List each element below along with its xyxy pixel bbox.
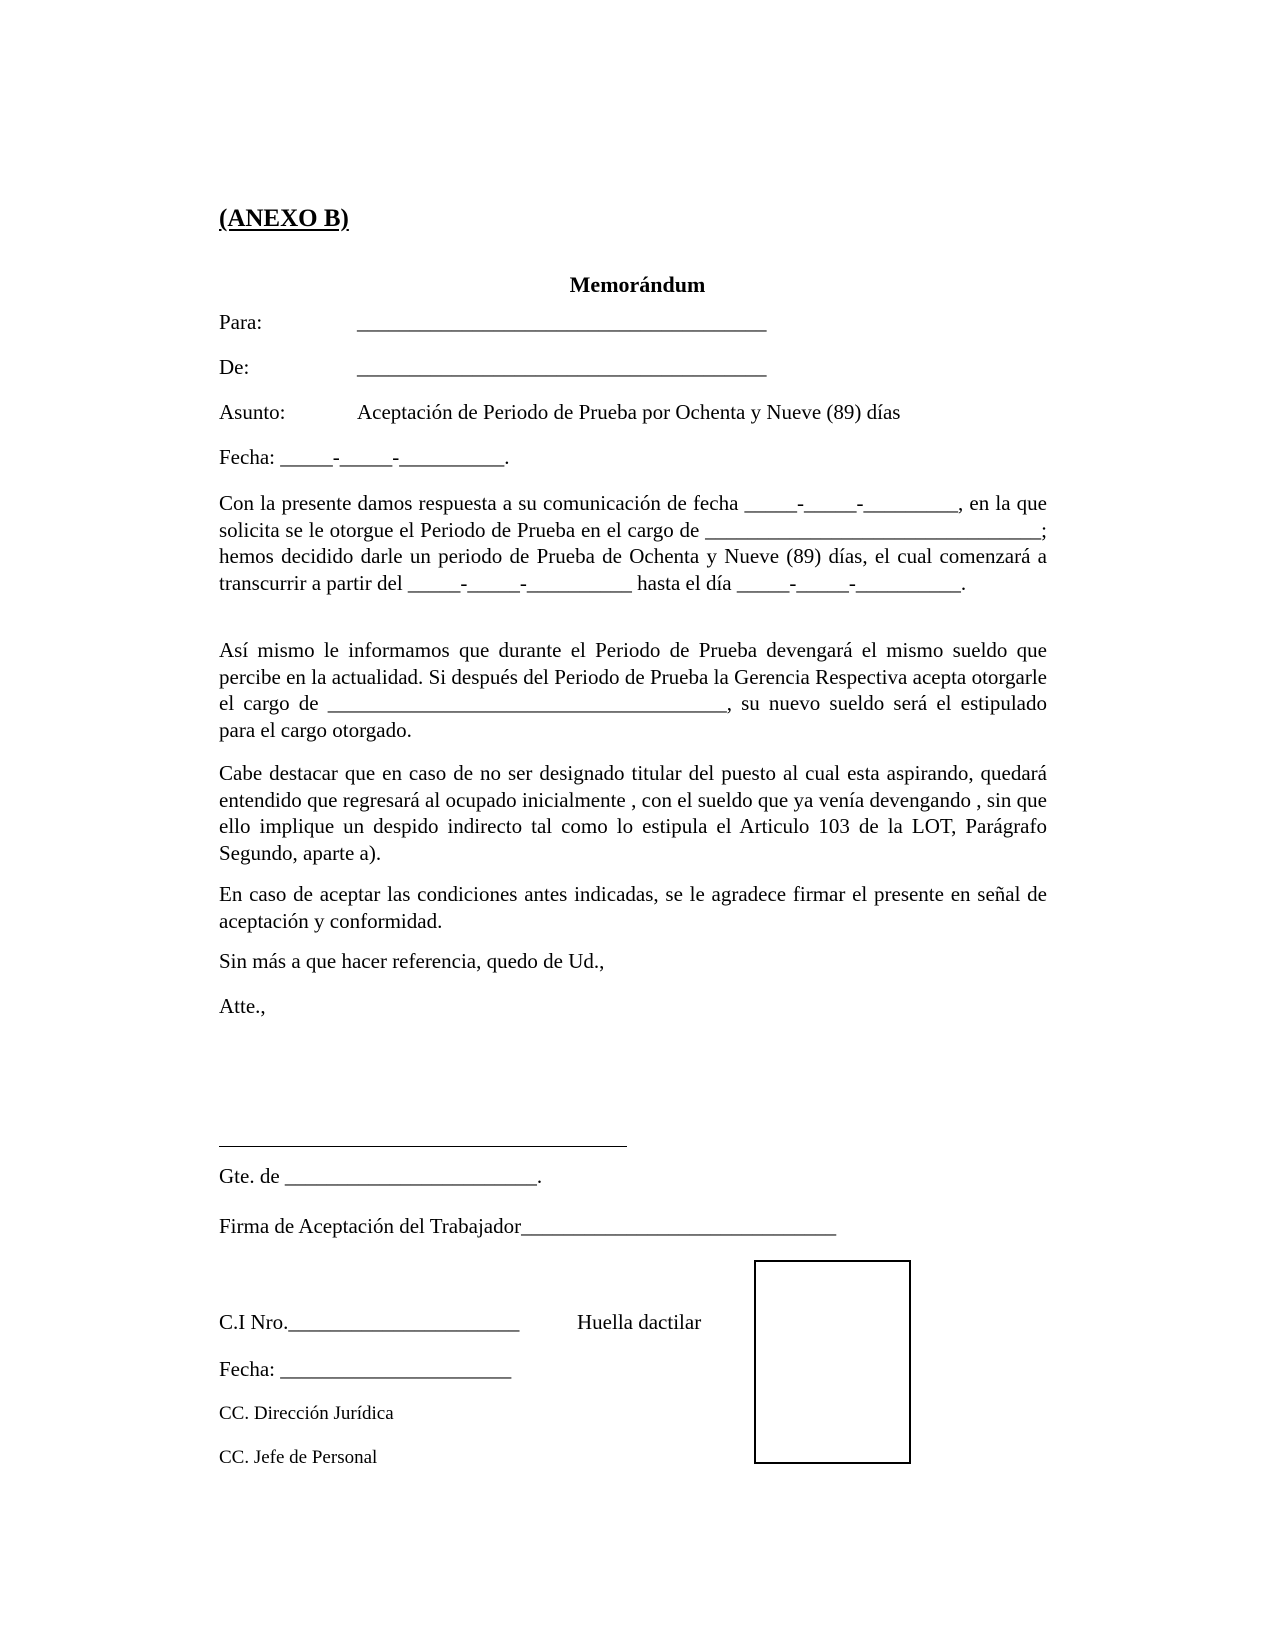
cc-jefe-personal: CC. Jefe de Personal <box>219 1447 378 1468</box>
memo-title: Memorándum <box>569 272 706 297</box>
annex-title: (ANEXO B) <box>219 205 349 232</box>
worker-signature-line: Firma de Aceptación del Trabajador______________________________ <box>219 1214 837 1238</box>
fingerprint-label: Huella dactilar <box>577 1310 702 1334</box>
ci-line: C.I Nro.______________________ <box>219 1310 520 1334</box>
body-paragraph-1: Con la presente damos respuesta a su comunicación de fecha _____-_____-_________, en la que solicita se le otorgue el Periodo de Prueba en el cargo de ________________________________; hemos decidido darle un periodo de Prueba de Ochenta y Nueve (89) días, el cual comenzará a transcurrir a partir del _____-_____-__________ hasta el día _____-_____-__________. <box>219 491 1047 595</box>
asunto-value: Aceptación de Periodo de Prueba por Ochenta y Nueve (89) días <box>357 400 901 424</box>
body-paragraph-2: Así mismo le informamos que durante el Periodo de Prueba devengará el mismo sueldo que percibe en la actualidad. Si después del Periodo de Prueba la Gerencia Respectiva acepta otorgarle el cargo de ______________________________________, su nuevo sueldo será el estipulado para el cargo otorgado. <box>219 638 1047 742</box>
fecha-line: Fecha: _____-_____-__________. <box>219 445 510 469</box>
closing-line: Sin más a que hacer referencia, quedo de Ud., <box>219 949 605 973</box>
manager-signature-line <box>219 1146 627 1147</box>
body-paragraph-4: En caso de aceptar las condiciones antes indicadas, se le agradece firmar el presente en señal de aceptación y conformidad. <box>219 882 1047 933</box>
de-blank-line: _______________________________________ <box>357 355 767 379</box>
fingerprint-box <box>754 1260 911 1464</box>
body-paragraph-3: Cabe destacar que en caso de no ser designado titular del puesto al cual esta aspirando, quedará entendido que regresará al ocupado inicialmente , con el sueldo que ya venía devengando , sin que ello implique un despido indirecto tal como lo estipula el Articulo 103 de la LOT, Parágrafo Segundo, aparte a). <box>219 761 1047 865</box>
para-blank-line: _______________________________________ <box>357 310 767 334</box>
cc-direccion-juridica: CC. Dirección Jurídica <box>219 1403 394 1424</box>
asunto-label: Asunto: <box>219 400 286 424</box>
para-label: Para: <box>219 310 263 334</box>
atte-line: Atte., <box>219 994 266 1018</box>
de-label: De: <box>219 355 250 379</box>
signature-fecha-line: Fecha: ______________________ <box>219 1357 512 1381</box>
gte-line: Gte. de ________________________. <box>219 1164 543 1188</box>
